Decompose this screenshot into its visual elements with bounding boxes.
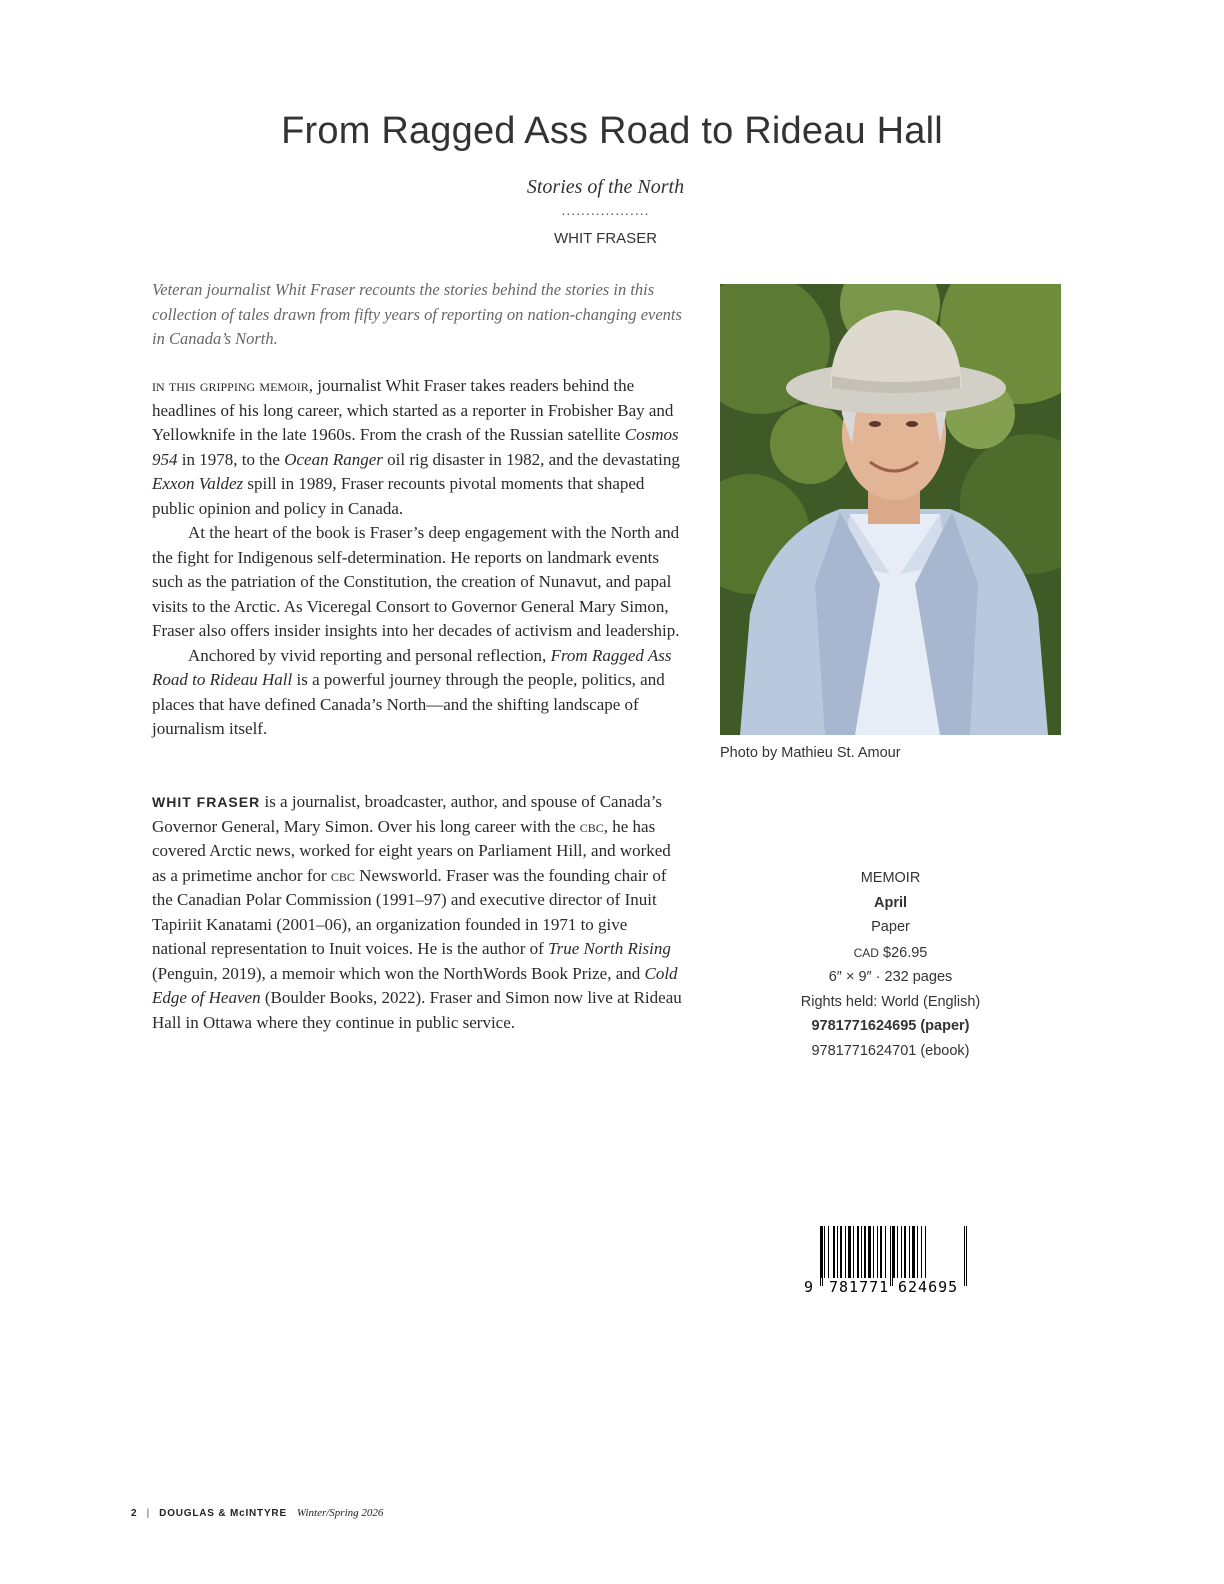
book-title: From Ragged Ass Road to Rideau Hall	[281, 110, 943, 152]
barcode-bar	[824, 1226, 825, 1278]
lede-paragraph: Veteran journalist Whit Fraser recounts the stories behind the stories in this collection of tales drawn from fifty years of reporting on nation-changing events in Canada’s North.	[152, 280, 682, 348]
release-month: April	[873, 894, 908, 911]
lead-in: in this gripping memoir,	[152, 376, 314, 395]
description-paragraph-3: Anchored by vivid reporting and personal reflection, From Ragged Ass Road to Rideau Hall is a powerful journey through the people, politics, and places that have defined Canada’s North—and the shifting landscape of journalism itself.	[152, 645, 672, 738]
barcode-bar	[848, 1226, 851, 1278]
barcode-bar	[864, 1226, 866, 1278]
barcode-bar	[897, 1226, 898, 1278]
barcode-guard-bar	[892, 1226, 893, 1286]
barcode-bar	[925, 1226, 926, 1278]
barcode-bar	[921, 1226, 922, 1278]
barcode-bar	[917, 1226, 918, 1278]
barcode-bar	[904, 1226, 906, 1278]
barcode-bar	[853, 1226, 854, 1278]
barcode-bar	[861, 1226, 862, 1278]
barcode-bar	[837, 1226, 838, 1278]
barcode-bar	[857, 1226, 859, 1278]
barcode-bar	[833, 1226, 835, 1278]
barcode-lead-digit: 9	[804, 1278, 814, 1296]
bio-author-name: WHIT FRASER	[152, 794, 261, 810]
page-footer	[131, 1507, 383, 1519]
isbn-barcode	[802, 1224, 972, 1301]
description-paragraph-1: in this gripping memoir, journalist Whit Fraser takes readers behind the headlines of his long career, which started as a reporter in Frobisher Bay and Yellowknife in the late 1960s. From the crash of the Russian satellite Cosmos 954 in 1978, to the Ocean Ranger oil rig disaster in 1982, and the devastating Exxon Valdez spill in 1989, Fraser recounts pivotal moments that shaped public opinion and policy in Canada.	[152, 376, 680, 518]
publisher-name: DOUGLAS & McINTYRE	[159, 1508, 287, 1519]
barcode-bar	[840, 1226, 842, 1278]
page-number: 2	[131, 1508, 137, 1519]
dimensions-pages: 6″ × 9″ · 232 pages	[828, 969, 953, 985]
author-bio-paragraph: WHIT FRASER is a journalist, broadcaster, author, and spouse of Canada’s Governor General, Mary Simon. Over his long career with the cbc, he has covered Arctic news, worked for eight years on Parliament Hill, and worked as a primetime anchor for cbc Newsworld. Fraser was the founding chair of the Canadian Polar Commission (1991–97) and executive director of Inuit Tapiriit Kanatami (2001–06), an organization founded in 1971 to give national representation to Inuit voices. He is the author of True North Rising (Penguin, 2019), a memoir which won the NorthWords Book Prize, and Cold Edge of Heaven (Boulder Books, 2022). Fraser and Simon now live at Rideau Hall in Ottawa where they continue in public service.	[152, 792, 682, 1032]
barcode-bar	[868, 1226, 871, 1278]
catalog-season: Winter/Spring 2026	[296, 1507, 384, 1519]
barcode-guard-bar	[964, 1226, 965, 1286]
barcode-digits-left: 781771	[829, 1278, 890, 1296]
barcode-bar	[880, 1226, 882, 1278]
barcode-bar	[912, 1226, 915, 1278]
dotted-divider: ..................	[561, 202, 650, 218]
book-author: WHIT FRASER	[553, 230, 658, 247]
barcode-guard-bar	[822, 1226, 823, 1286]
barcode-bar	[845, 1226, 846, 1278]
footer-separator: |	[146, 1508, 150, 1519]
isbn-ebook: 9781771624701 (ebook)	[811, 1042, 970, 1059]
barcode-bar	[909, 1226, 910, 1278]
photo-caption: Photo by Mathieu St. Amour	[720, 745, 901, 761]
author-bio	[152, 790, 684, 1035]
barcode-bar	[828, 1226, 829, 1278]
book-description	[152, 374, 684, 742]
book-subtitle: Stories of the North	[526, 176, 685, 198]
barcode-bar	[901, 1226, 902, 1278]
barcode-bar	[877, 1226, 878, 1278]
barcode-bar	[885, 1226, 886, 1278]
category: MEMOIR	[860, 870, 921, 886]
author-photo	[720, 284, 1061, 735]
description-paragraph-2: At the heart of the book is Fraser’s deep engagement with the North and the fight for Indigenous self-determination. He reports on landmark events such as the patriation of the Constitution, the creation of Nunavut, and papal visits to the Arctic. As Viceregal Consort to Governor General Mary Simon, Fraser also offers insider insights into her decades of activism and leadership.	[152, 523, 680, 640]
barcode-guard-bar	[966, 1226, 967, 1286]
format: Paper	[871, 919, 910, 935]
barcode-guard-bar	[890, 1226, 891, 1286]
book-details	[720, 866, 1061, 1063]
rights: Rights held: World (English)	[800, 993, 981, 1010]
currency: cad	[853, 941, 879, 961]
isbn-paper: 9781771624695 (paper)	[811, 1018, 970, 1034]
price: cad $26.95	[853, 941, 928, 961]
barcode-bar	[873, 1226, 874, 1278]
barcode-digits-right: 624695	[898, 1278, 959, 1296]
barcode-guard-bar	[820, 1226, 821, 1286]
barcode-bar	[893, 1226, 895, 1278]
